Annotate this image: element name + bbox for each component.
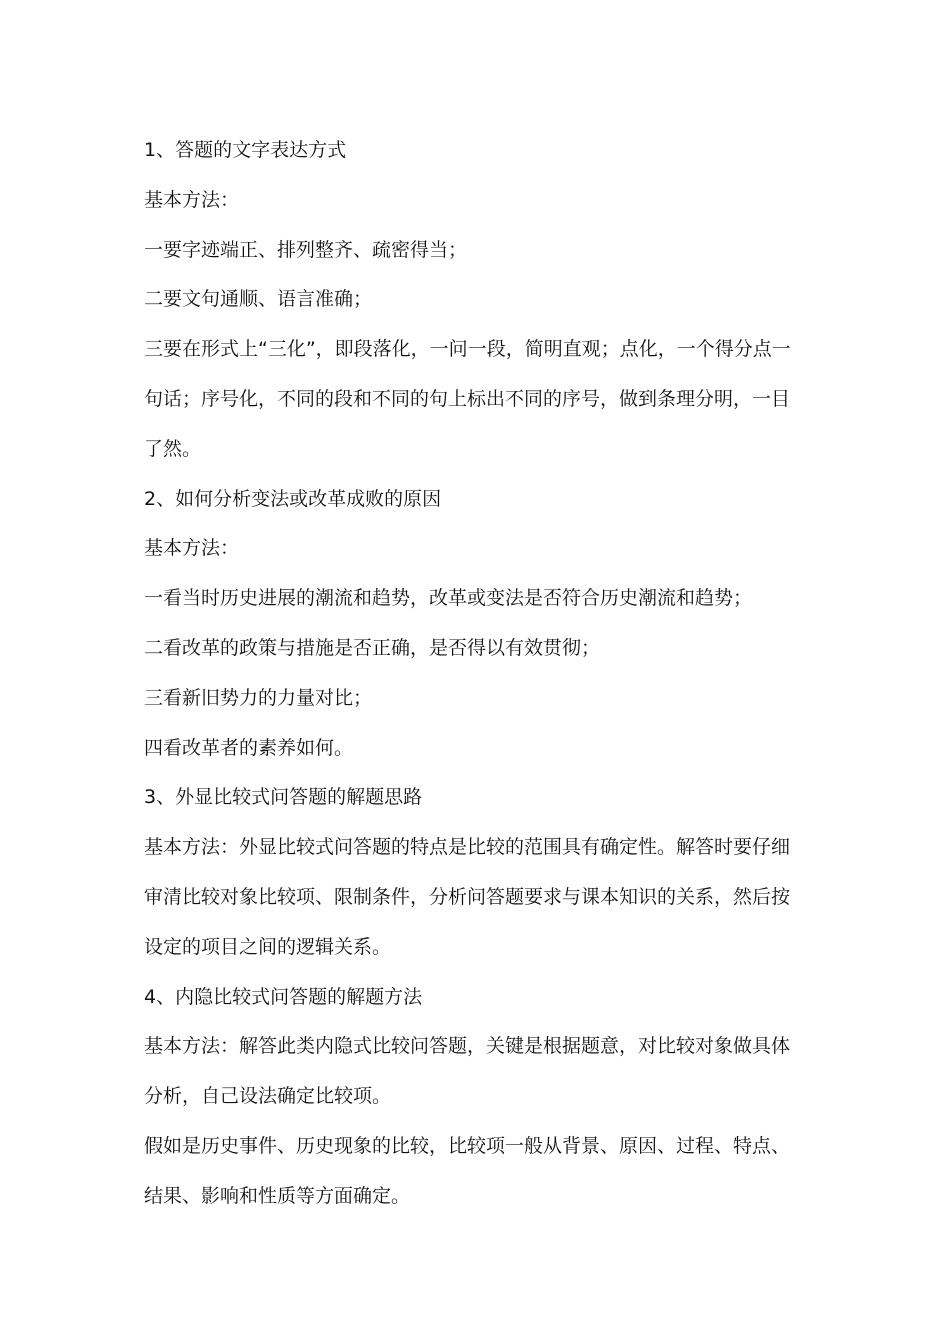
- document-body: [144, 126, 804, 1222]
- paragraph: 基本方法：: [144, 537, 240, 560]
- paragraph: 三看新旧势力的力量对比；: [144, 686, 373, 709]
- section-heading: 4、内隐比较式问答题的解题方法: [144, 985, 423, 1008]
- paragraph: 基本方法：: [144, 188, 240, 211]
- paragraph: 一要字迹端正、排列整齐、疏密得当；: [144, 238, 468, 261]
- paragraph: 四看改革者的素养如何。: [144, 736, 354, 759]
- paragraph: 基本方法：解答此类内隐式比较问答题，关键是根据题意，对比较对象做具体分析，自己设法确定比较项。: [144, 1035, 791, 1108]
- section-heading: 3、外显比较式问答题的解题思路: [144, 786, 423, 809]
- paragraph: 二看改革的政策与措施是否正确，是否得以有效贯彻；: [144, 636, 601, 659]
- paragraph: 假如是历史事件、历史现象的比较，比较项一般从背景、原因、过程、特点、结果、影响和性质等方面确定。: [144, 1134, 791, 1207]
- section-heading: 1、答题的文字表达方式: [144, 139, 347, 161]
- paragraph: 基本方法：外显比较式问答题的特点是比较的范围具有确定性。解答时要仔细审清比较对象比较项、限制条件，分析问答题要求与课本知识的关系，然后按设定的项目之间的逻辑关系。: [144, 836, 791, 958]
- section-heading: 2、如何分析变法或改革成败的原因: [144, 487, 442, 510]
- paragraph: 三要在形式上“三化”，即段落化，一问一段，简明直观；点化，一个得分点一句话；序号化，不同的段和不同的句上标出不同的序号，做到条理分明，一目了然。: [144, 338, 791, 460]
- paragraph: 一看当时历史进展的潮流和趋势，改革或变法是否符合历史潮流和趋势；: [144, 587, 753, 610]
- paragraph: 二要文句通顺、语言准确；: [144, 288, 373, 311]
